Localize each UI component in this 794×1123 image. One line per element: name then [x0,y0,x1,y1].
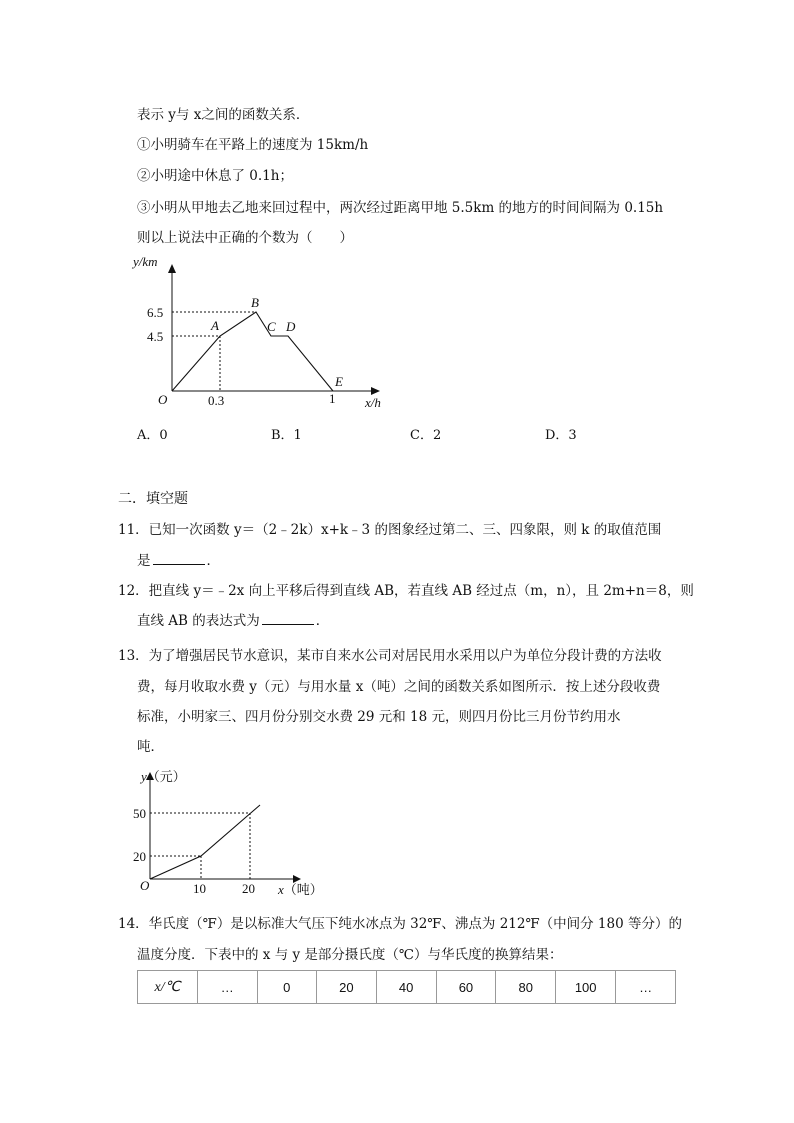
q13-x-tick-10: 10 [193,881,206,896]
q10-x-tick-1: 1 [329,391,336,406]
q12-line-2-before: 直线 AB 的表达式为 [137,613,260,629]
q10-point-e: E [335,374,343,389]
table-header-cell: x/℃ [138,971,198,1004]
q12-answer-blank[interactable] [262,612,314,625]
q14-line-1: 14．华氏度（℉）是以标准大气压下纯水冰点为 32℉、沸点为 212℉（中间分 180 等分）的 [118,916,682,932]
q13-line-3: 标准，小明家三、四月份分别交水费 29 元和 18 元，则四月份比三月份节约用水 [137,709,621,725]
q11-line-2 [137,552,220,570]
q12-line-2-after: ． [315,613,330,629]
q10-y-arrow-icon [168,264,176,273]
q14-conversion-table [137,970,676,1004]
q10-question: 则以上说法中正确的个数为（ ） [137,230,353,246]
q13-y-axis-unit: （元） [146,769,186,784]
table-cell: 20 [316,971,376,1004]
table-cell: … [616,971,676,1004]
q10-graph-line [172,312,333,391]
q11-line-2-after: ． [206,553,220,569]
q10-statement-3: ③小明从甲地去乙地来回过程中，两次经过距离甲地 5.5km 的地方的时间间隔为 0.15h [137,200,664,216]
q10-origin-label: O [158,392,168,407]
q10-intro: 表示 y与 x之间的函数关系． [137,107,310,123]
q12-line-1: 12．把直线 y＝﹣2x 向上平移后得到直线 AB，若直线 AB 经过点（m，n），且 2m+n＝8，则 [118,583,694,599]
q13-x-axis-unit: （吨） [283,882,323,897]
table-row [138,971,676,1004]
q10-statement-1: ①小明骑车在平路上的速度为 15km/h [137,137,369,153]
section-title: 二．填空题 [118,491,188,507]
q13-line-1: 13．为了增强居民节水意识，某市自来水公司对居民用水采用以户为单位分段计费的方法收 [118,648,662,664]
q13-water-fee-graph [130,762,330,902]
q13-y-tick-20: 20 [133,849,146,864]
q11-line-1: 11．已知一次函数 y＝（2﹣2k）x+k﹣3 的图象经过第二、三、四象限，则 k 的取值范围 [118,522,662,538]
q13-line-4: 吨． [137,739,164,755]
q13-line-2: 费，每月收取水费 y（元）与用水量 x（吨）之间的函数关系如图所示．按上述分段收费 [137,679,661,695]
table-cell: 40 [376,971,436,1004]
table-cell: 80 [496,971,556,1004]
q12-line-2 [137,612,329,630]
q10-point-a: A [211,318,219,333]
q10-option-d[interactable]: D．3 [545,428,577,443]
q10-option-b[interactable]: B．1 [271,428,302,443]
q10-point-b: B [251,295,259,310]
q10-x-arrow-icon [371,387,380,395]
q10-y-tick-4-5: 4.5 [147,329,164,344]
q10-option-a[interactable]: A．0 [137,428,168,443]
q14-line-2: 温度分度．下表中的 x 与 y 是部分摄氏度（℃）与华氏度的换算结果： [137,947,563,963]
table-cell: … [197,971,257,1004]
q10-x-tick-0-3: 0.3 [208,393,225,408]
q11-line-2-before: 是 [137,553,151,569]
q10-option-c[interactable]: C．2 [410,428,442,443]
q10-statement-2: ②小明途中休息了 0.1h； [137,168,293,184]
q13-graph-line [150,805,260,879]
q13-origin-label: O [140,878,150,893]
q10-x-axis-label: x/h [365,395,381,410]
q10-point-d: D [286,319,296,334]
q13-y-axis-label: y（元） [141,769,186,784]
table-cell: 60 [436,971,496,1004]
q10-point-c: C [267,319,276,334]
q10-y-tick-6-5: 6.5 [147,305,164,320]
q13-x-tick-20: 20 [242,881,255,896]
q13-y-tick-50: 50 [133,806,146,821]
q10-y-axis-label: y/km [133,254,158,269]
q13-x-axis-label: x（吨） [278,882,323,897]
q11-answer-blank[interactable] [153,552,205,565]
q10-distance-time-graph [125,250,395,420]
table-cell: 100 [556,971,616,1004]
table-cell: 0 [257,971,316,1004]
